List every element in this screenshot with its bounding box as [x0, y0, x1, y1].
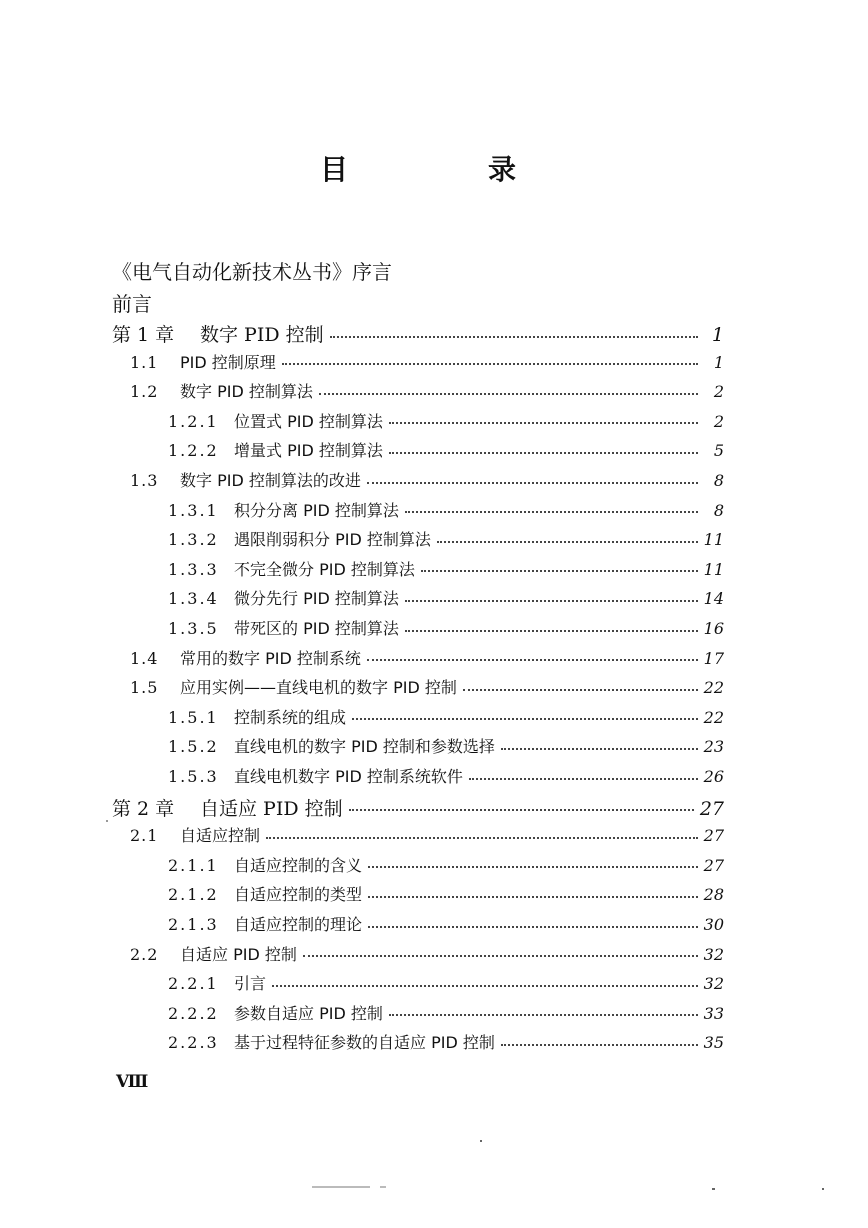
toc-title: 自适应控制的含义: [234, 855, 363, 875]
toc-page-number: 17: [703, 648, 724, 668]
dot-leader: [330, 336, 698, 338]
page-number: Ⅷ: [116, 1072, 148, 1092]
toc-subsection: [168, 557, 724, 580]
dot-leader: [501, 748, 698, 750]
toc-section: [130, 823, 724, 846]
toc-title: 自适应控制的类型: [234, 885, 363, 905]
toc-section: [130, 675, 724, 698]
toc-chapter: [112, 320, 724, 347]
scan-speck: [480, 1140, 482, 1142]
toc-subsection: [168, 853, 724, 876]
toc-title: 参数自适应 PID 控制: [234, 1003, 383, 1023]
toc-page-number: 27: [703, 855, 724, 875]
dot-leader: [352, 718, 698, 720]
scan-speck: [312, 1186, 370, 1188]
toc-subsection: [168, 971, 724, 994]
toc-subsection: [168, 616, 724, 639]
dot-leader: [405, 630, 698, 632]
toc-title: 自适应控制: [180, 826, 261, 846]
toc-title: 引言: [234, 974, 267, 994]
dot-leader: [367, 659, 698, 661]
dot-leader: [501, 1044, 698, 1046]
toc-subsection: [168, 705, 724, 728]
toc-section: [130, 468, 724, 491]
dot-leader: [319, 393, 698, 395]
dot-leader: [349, 809, 694, 811]
toc-number: 1.2.1: [168, 411, 219, 431]
scan-speck: [822, 1188, 824, 1190]
toc-chapter: [112, 794, 724, 821]
toc-title: 微分先行 PID 控制算法: [234, 589, 399, 609]
toc-number: 第 2 章: [112, 797, 175, 820]
toc-number: 1.3.5: [168, 619, 219, 638]
toc-title: 数字 PID 控制算法的改进: [180, 471, 361, 490]
toc-page-number: 1: [713, 352, 724, 372]
toc-number: 1.2: [130, 382, 159, 402]
dot-leader: [368, 896, 698, 898]
toc-number: 2.2.2: [168, 1003, 219, 1023]
toc-page-number: 30: [703, 915, 724, 934]
toc-title: 数字 PID 控制算法: [180, 382, 313, 402]
dot-leader: [405, 600, 698, 602]
dot-leader: [463, 689, 698, 691]
toc-page-number: 26: [703, 767, 724, 786]
scan-speck: [106, 820, 108, 822]
toc-section: [130, 350, 724, 373]
toc-page-number: 2: [713, 382, 724, 402]
scan-speck: [712, 1188, 715, 1190]
toc-title: 位置式 PID 控制算法: [234, 411, 383, 431]
toc-number: 1.3.4: [168, 589, 219, 609]
toc-title: 带死区的 PID 控制算法: [234, 619, 399, 638]
toc-page-number: 27: [703, 826, 724, 846]
toc-number: 1.2.2: [168, 441, 219, 461]
toc-number: 2.2: [130, 944, 159, 964]
toc-title: 增量式 PID 控制算法: [234, 441, 383, 461]
toc-page-number: 22: [703, 678, 724, 698]
toc-page-number: 11: [703, 559, 724, 579]
toc-page-number: 1: [711, 324, 724, 346]
toc-number: 1.3.3: [168, 559, 219, 579]
toc-page-number: 35: [703, 1033, 724, 1053]
toc-subsection: [168, 409, 724, 432]
preface-series: 《电气自动化新技术丛书》序言: [112, 260, 392, 284]
toc-subsection: [168, 1030, 724, 1053]
dot-leader: [266, 837, 698, 839]
toc-subsection: [168, 498, 724, 521]
toc-title: 自适应 PID 控制: [180, 944, 297, 964]
toc-title: 直线电机数字 PID 控制系统软件: [234, 767, 463, 786]
toc-title: PID 控制原理: [180, 352, 276, 372]
toc-page-number: 8: [713, 471, 724, 490]
toc-page-number: 14: [703, 589, 724, 609]
toc-number: 1.3: [130, 471, 159, 490]
toc-subsection: [168, 438, 724, 461]
toc-section: [130, 646, 724, 669]
toc-page-number: 28: [703, 885, 724, 905]
dot-leader: [469, 778, 698, 780]
toc-number: 1.5.3: [168, 767, 219, 786]
dot-leader: [367, 482, 698, 484]
dot-leader: [437, 541, 698, 543]
toc-subsection: [168, 882, 724, 905]
toc-number: 2.2.1: [168, 974, 219, 994]
scan-speck: [380, 1186, 386, 1188]
toc-number: 2.1: [130, 826, 159, 846]
toc-page-number: 22: [703, 707, 724, 727]
toc-title: 基于过程特征参数的自适应 PID 控制: [234, 1033, 495, 1053]
toc-section: [130, 379, 724, 402]
dot-leader: [303, 955, 698, 957]
toc-number: 2.2.3: [168, 1033, 219, 1053]
toc-page-number: 32: [703, 974, 724, 994]
toc-subsection: [168, 1001, 724, 1024]
toc-title: 遇限削弱积分 PID 控制算法: [234, 530, 431, 550]
toc-number: 2.1.3: [168, 915, 219, 934]
toc-subsection: [168, 912, 724, 935]
toc-number: 1.5.2: [168, 737, 219, 757]
toc-page-number: 32: [703, 944, 724, 964]
toc-title: 常用的数字 PID 控制系统: [180, 648, 361, 668]
dot-leader: [389, 1014, 698, 1016]
toc-number: 2.1.1: [168, 855, 219, 875]
toc-page-number: 5: [713, 441, 724, 461]
toc-page-number: 11: [703, 530, 724, 550]
toc-number: 1.3.1: [168, 500, 219, 520]
toc-subsection: [168, 734, 724, 757]
dot-leader: [405, 511, 698, 513]
toc-number: 第 1 章: [112, 324, 175, 346]
toc-number: 1.1: [130, 352, 159, 372]
toc-subsection: [168, 527, 724, 550]
toc-page-number: 16: [703, 619, 724, 638]
dot-leader: [368, 866, 698, 868]
toc-number: 1.3.2: [168, 530, 219, 550]
toc-number: 1.4: [130, 648, 159, 668]
toc-number: 2.1.2: [168, 885, 219, 905]
dot-leader: [272, 985, 698, 987]
dot-leader: [389, 422, 698, 424]
toc-title: 直线电机的数字 PID 控制和参数选择: [234, 737, 495, 757]
toc-number: 1.5: [130, 678, 159, 698]
toc-subsection: [168, 586, 724, 609]
toc-number: 1.5.1: [168, 707, 219, 727]
toc-title: 积分分离 PID 控制算法: [234, 500, 399, 520]
toc-title: 数字 PID 控制: [200, 324, 324, 346]
toc-title: 不完全微分 PID 控制算法: [234, 559, 415, 579]
page-title: 目 录: [319, 153, 572, 186]
toc-subsection: [168, 764, 724, 787]
dot-leader: [389, 452, 698, 454]
toc-page-number: 8: [713, 500, 724, 520]
toc-page-number: 33: [703, 1003, 724, 1023]
toc-title: 自适应 PID 控制: [200, 797, 343, 820]
dot-leader: [421, 570, 698, 572]
dot-leader: [368, 926, 698, 928]
toc-page-number: 23: [703, 737, 724, 757]
toc-title: 控制系统的组成: [234, 707, 347, 727]
toc-page-number: 2: [713, 411, 724, 431]
toc-title: 自适应控制的理论: [234, 915, 363, 934]
toc-page-number: 27: [699, 797, 724, 820]
dot-leader: [282, 363, 698, 365]
toc-section: [130, 942, 724, 965]
preface-foreword: 前言: [112, 292, 152, 316]
toc-title: 应用实例——直线电机的数字 PID 控制: [180, 678, 457, 698]
